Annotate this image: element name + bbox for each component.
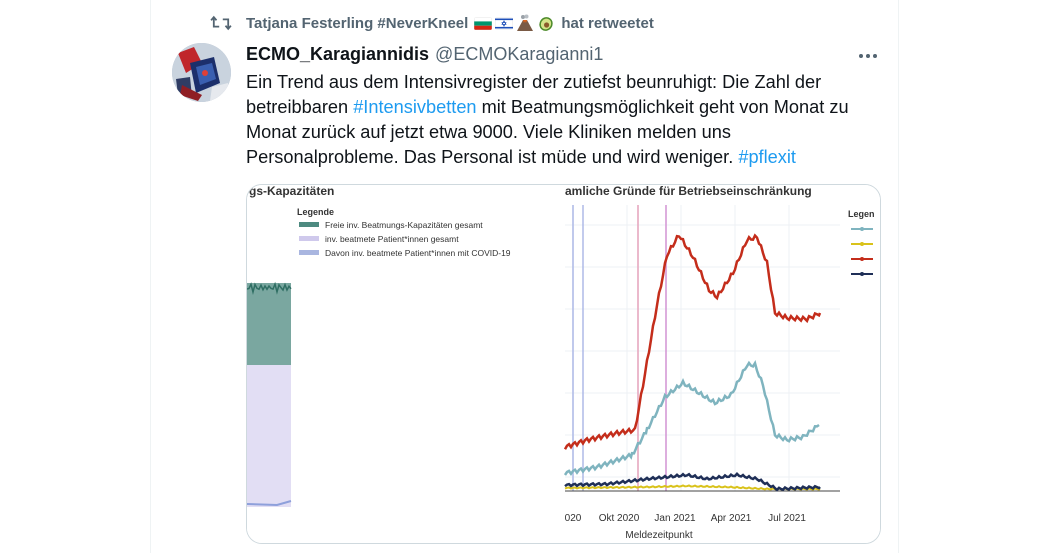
hashtag-link[interactable]: #Intensivbetten — [353, 97, 477, 117]
avatar-image — [172, 43, 231, 102]
retweeter-name[interactable]: Tatjana Festerling #NeverKneel — [246, 14, 469, 32]
legend-marker — [860, 242, 864, 246]
retweet-suffix: hat retweetet — [561, 14, 654, 32]
more-dot-icon — [873, 54, 877, 58]
tweet-text-part: Ein Trend aus dem Intensivregister der zutiefst beunruhigt: Die Zahl der betreibbaren — [246, 72, 822, 117]
legend-label: Freie inv. Beatmungs-Kapazitäten gesamt — [325, 220, 483, 230]
x-tick-label: Jan 2021 — [654, 513, 696, 524]
x-tick-label: Apr 2021 — [710, 513, 752, 524]
legend-marker — [860, 257, 864, 261]
right-chart-title: amliche Gründe für Betriebseinschränkung — [565, 185, 812, 198]
avatar[interactable] — [172, 43, 231, 102]
more-dot-icon — [859, 54, 863, 58]
x-tick-label: Jul 2021 — [768, 513, 806, 524]
right-xlabel: Meldezeitpunkt — [625, 530, 693, 541]
x-tick-labels — [565, 513, 807, 524]
right-legend-title: Legen — [848, 209, 875, 219]
left-patients-area — [247, 365, 291, 513]
legend-swatch — [299, 236, 319, 241]
author-display-name[interactable]: ECMO_Karagiannidis — [246, 44, 430, 64]
retweet-icon — [210, 14, 232, 32]
legend-marker — [860, 227, 864, 231]
tweet-text — [246, 70, 886, 170]
author-handle[interactable]: @ECMOKaragianni1 — [435, 44, 604, 64]
tweet-text-part: mit Beatmungsmöglichkeit geht von Monat zu Monat zurück auf jetzt etwa 9000. Viele Kliniken melden uns Personalprobleme. Das Personal ist müde und wird weniger. — [246, 97, 849, 167]
more-options-button[interactable] — [856, 46, 880, 66]
media-svg — [247, 185, 880, 543]
x-tick-label: Okt 2020 — [598, 513, 640, 524]
legend-swatch — [299, 250, 319, 255]
x-tick-label: 020 — [564, 513, 582, 524]
legend-label: Davon inv. beatmete Patient*innen mit COVID-19 — [325, 248, 511, 258]
legend-swatch — [299, 222, 319, 227]
tweet-header — [246, 44, 603, 65]
hashtag-link[interactable]: #pflexit — [738, 147, 796, 167]
israel-flag-icon — [495, 17, 513, 30]
left-legend-title: Legende — [297, 207, 335, 217]
legend-marker — [860, 272, 864, 276]
more-dot-icon — [866, 54, 870, 58]
avocado-emoji-icon — [537, 14, 555, 32]
bulgaria-flag-icon — [474, 17, 492, 30]
retweet-indicator[interactable] — [210, 12, 654, 34]
profile-emojis — [474, 14, 555, 32]
left-chart-title: gs-Kapazitäten — [249, 185, 335, 198]
legend-label: inv. beatmete Patient*innen gesamt — [325, 234, 459, 244]
volcano-emoji-icon — [516, 14, 534, 32]
tweet-media-image[interactable] — [246, 184, 881, 544]
